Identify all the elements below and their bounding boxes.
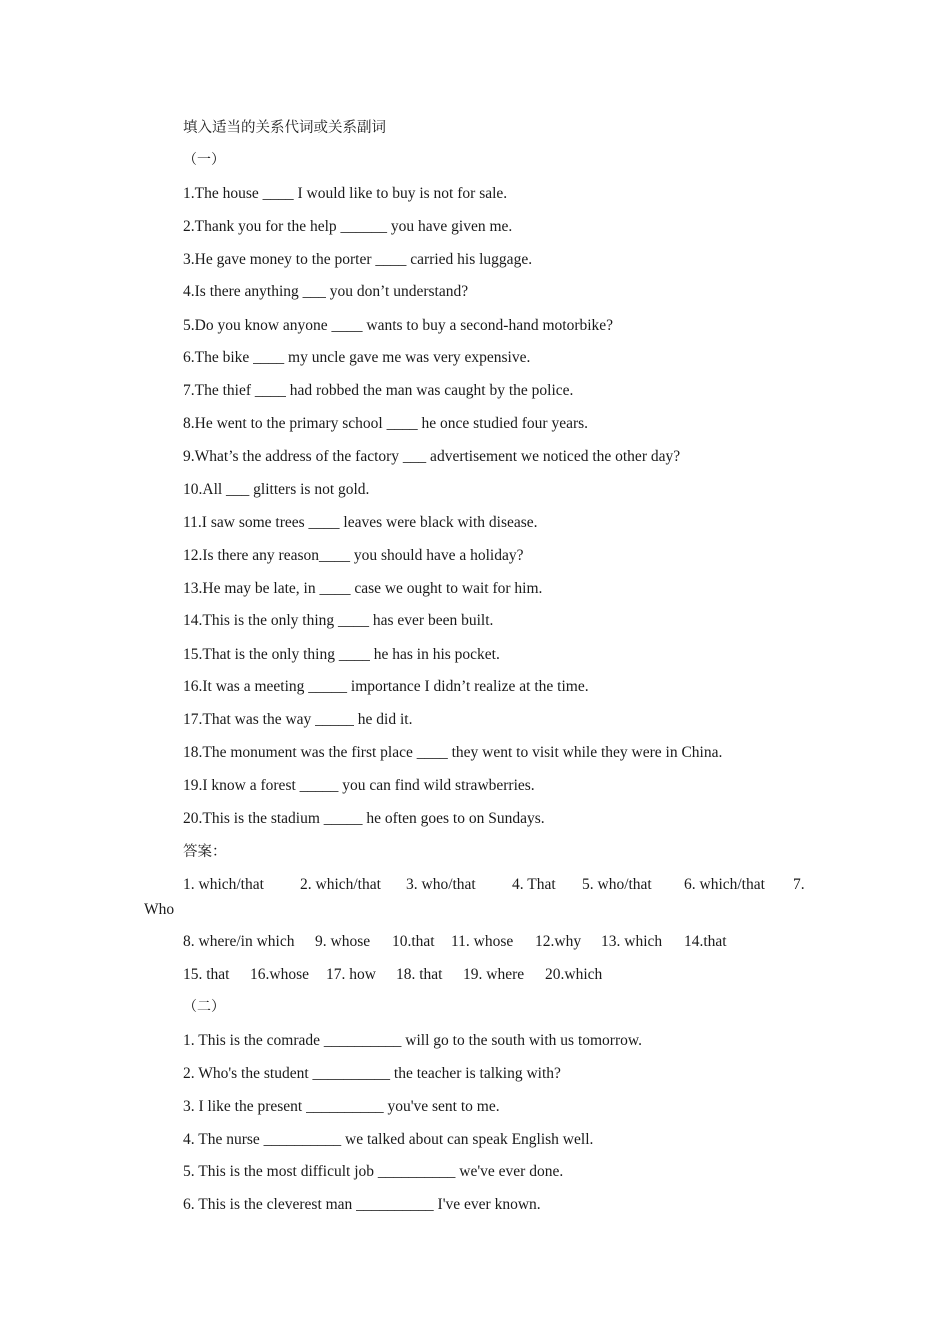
question-item: 14.This is the only thing ____ has ever been built. xyxy=(183,612,494,629)
question-item: 11.I saw some trees ____ leaves were black with disease. xyxy=(183,514,538,531)
answer-item: 9. whose xyxy=(315,933,371,950)
answer-item: 8. where/in which xyxy=(183,933,295,950)
answer-item: 16.whose xyxy=(250,966,309,983)
answer-label: 答案： xyxy=(183,844,227,860)
question-item: 7.The thief ____ had robbed the man was caught by the police. xyxy=(183,382,574,399)
answer-item: 20.which xyxy=(545,966,603,983)
answer-item: 15. that xyxy=(183,966,230,983)
answer-item: 19. where xyxy=(463,966,525,983)
answer-item: 10.that xyxy=(392,933,435,950)
question-item: 3. I like the present __________ you've sent to me. xyxy=(183,1098,500,1115)
answer-item: 7. xyxy=(793,876,805,893)
question-item: 15.That is the only thing ____ he has in his pocket. xyxy=(183,646,500,663)
question-item: 4.Is there anything ___ you don’t understand? xyxy=(183,283,469,300)
section-label-2: （二） xyxy=(183,999,225,1015)
question-item: 18.The monument was the first place ____ they went to visit while they were in China. xyxy=(183,744,723,761)
question-item: 8.He went to the primary school ____ he once studied four years. xyxy=(183,415,589,432)
page-title: 填入适当的关系代词或关系副词 xyxy=(183,120,386,136)
question-item: 2. Who's the student __________ the teacher is talking with? xyxy=(183,1065,561,1082)
answer-item: 3. who/that xyxy=(406,876,476,893)
question-item: 2.Thank you for the help ______ you have given me. xyxy=(183,218,513,235)
question-item: 4. The nurse __________ we talked about can speak English well. xyxy=(183,1131,594,1148)
answer-item: 18. that xyxy=(396,966,443,983)
question-item: 5.Do you know anyone ____ wants to buy a second-hand motorbike? xyxy=(183,317,614,334)
answer-item: 4. That xyxy=(512,876,556,893)
question-item: 5. This is the most difficult job __________ we've ever done. xyxy=(183,1163,564,1180)
question-item: 9.What’s the address of the factory ___ advertisement we noticed the other day? xyxy=(183,448,681,465)
question-item: 6. This is the cleverest man __________ I've ever known. xyxy=(183,1196,541,1213)
question-item: 3.He gave money to the porter ____ carried his luggage. xyxy=(183,251,533,268)
answer-item: 11. whose xyxy=(451,933,514,950)
answer-item: 17. how xyxy=(326,966,376,983)
question-item: 13.He may be late, in ____ case we ought to wait for him. xyxy=(183,580,543,597)
answer-item: 13. which xyxy=(601,933,663,950)
answer-item: 2. which/that xyxy=(300,876,381,893)
question-item: 1.The house ____ I would like to buy is not for sale. xyxy=(183,185,508,202)
question-item: 12.Is there any reason____ you should have a holiday? xyxy=(183,547,524,564)
question-item: 19.I know a forest _____ you can find wild strawberries. xyxy=(183,777,535,794)
question-item: 16.It was a meeting _____ importance I didn’t realize at the time. xyxy=(183,678,589,695)
question-item: 20.This is the stadium _____ he often goes to on Sundays. xyxy=(183,810,545,827)
section-label-1: （一） xyxy=(183,152,225,168)
question-item: 17.That was the way _____ he did it. xyxy=(183,711,413,728)
answer-item: 14.that xyxy=(684,933,727,950)
question-item: 6.The bike ____ my uncle gave me was very expensive. xyxy=(183,349,531,366)
answer-item-wrap: Who xyxy=(144,901,175,918)
answer-item: 6. which/that xyxy=(684,876,765,893)
answer-item: 1. which/that xyxy=(183,876,264,893)
answer-item: 12.why xyxy=(535,933,582,950)
answer-item: 5. who/that xyxy=(582,876,652,893)
question-item: 1. This is the comrade __________ will go to the south with us tomorrow. xyxy=(183,1032,642,1049)
question-item: 10.All ___ glitters is not gold. xyxy=(183,481,370,498)
